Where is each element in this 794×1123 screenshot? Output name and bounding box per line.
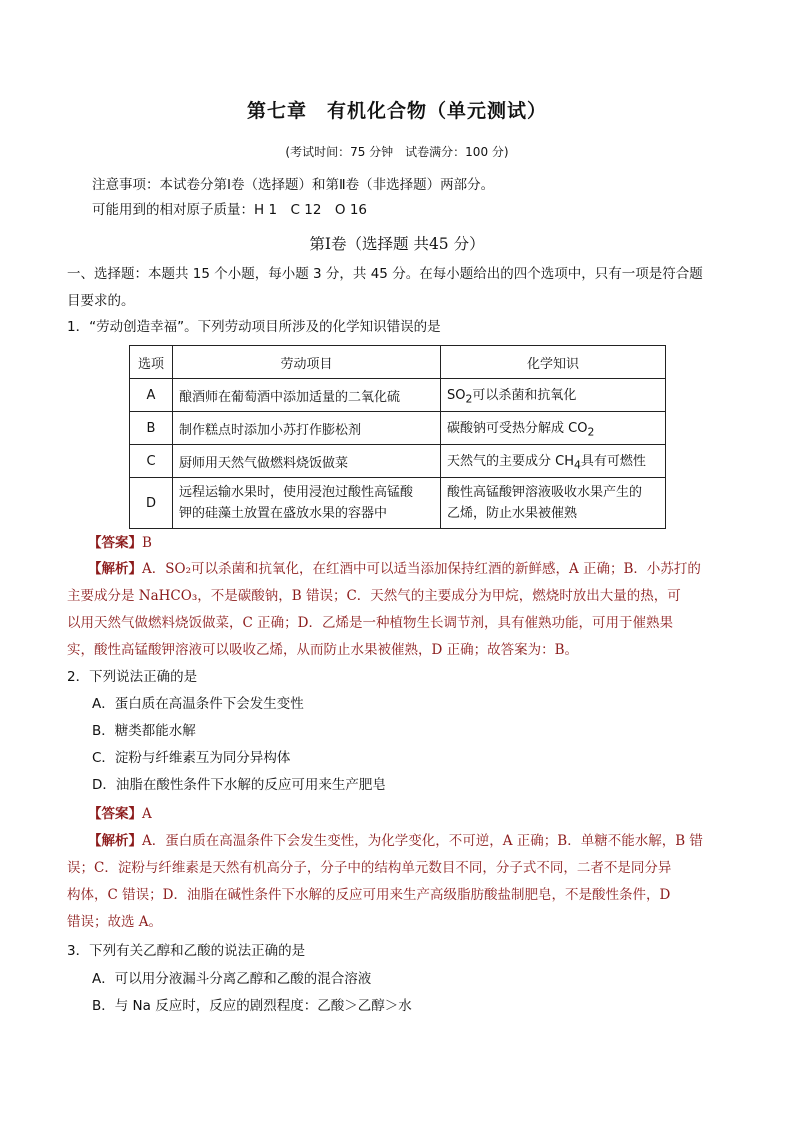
option-b: B．与 Na 反应时，反应的剧烈程度：乙酸＞乙醇＞水 <box>92 998 412 1014</box>
knowledge-cell <box>441 478 666 529</box>
option-a: A．蛋白质在高温条件下会发生变性 <box>92 696 304 712</box>
knowledge-text: 可以杀菌和抗氧化 <box>472 388 577 404</box>
table-header-cell: 选项 <box>130 346 173 379</box>
item-text: 钾的硅藻土放置在盛放水果的容器中 <box>179 506 388 521</box>
question-2-stem: 2．下列说法正确的是 <box>67 669 198 685</box>
item-cell <box>173 478 441 529</box>
subscript: 4 <box>574 458 581 472</box>
table-header-row <box>130 346 666 379</box>
item-text: 远程运输水果时，使用浸泡过酸性高锰酸 <box>179 485 414 500</box>
answer-value: A <box>142 806 152 822</box>
question-1-analysis <box>88 556 701 583</box>
question-2-options <box>92 691 386 799</box>
table-row <box>130 379 666 412</box>
table-row <box>130 445 666 478</box>
notes-line-1: 注意事项：本试卷分第Ⅰ卷（选择题）和第Ⅱ卷（非选择题）两部分。 <box>92 177 495 193</box>
knowledge-text: 乙烯，防止水果被催熟 <box>447 506 578 521</box>
section-title: 第Ⅰ卷（选择题 共45 分） <box>309 235 485 253</box>
question-2-analysis-cont <box>67 855 671 936</box>
analysis-line: 错误；故选 A。 <box>67 914 163 930</box>
subscript: 2 <box>587 425 595 439</box>
question-1-answer <box>88 534 152 552</box>
exam-info: (考试时间：75 分钟 试卷满分：100 分) <box>285 145 509 159</box>
option-cell: A <box>130 379 173 412</box>
table-row <box>130 478 666 529</box>
knowledge-cell <box>441 412 666 445</box>
item-cell: 厨师用天然气做燃料烧饭做菜 <box>173 445 441 478</box>
table-header-cell: 化学知识 <box>441 346 666 379</box>
instructions-line-2: 目要求的。 <box>67 293 135 309</box>
question-1-table <box>129 345 666 529</box>
option-c: C．淀粉与纤维素互为同分异构体 <box>92 750 291 766</box>
analysis-line: 误；C．淀粉与纤维素是天然有机高分子，分子中的结构单元数目不同，分子式不同，二者不是同分异 <box>67 860 672 876</box>
question-1-analysis-cont <box>67 583 681 664</box>
option-b: B．糖类都能水解 <box>92 723 196 739</box>
knowledge-text: 碳酸钠可受热分解成 CO <box>447 421 588 437</box>
answer-label: 【答案】 <box>88 535 142 551</box>
analysis-text: A．SO₂可以杀菌和抗氧化，在红酒中可以适当添加保持红酒的新鲜感，A 正确；B．小苏打的 <box>142 561 701 577</box>
question-2-answer <box>88 805 152 823</box>
option-cell: C <box>130 445 173 478</box>
knowledge-text: 酸性高锰酸钾溶液吸收水果产生的 <box>447 485 643 500</box>
table-header-cell: 劳动项目 <box>173 346 441 379</box>
table-row <box>130 412 666 445</box>
analysis-label: 【解析】 <box>88 561 142 577</box>
analysis-line: 以用天然气做燃料烧饭做菜，C 正确；D．乙烯是一种植物生长调节剂，具有催熟功能，可用于催熟果 <box>67 615 673 631</box>
knowledge-cell <box>441 445 666 478</box>
option-a: A．可以用分液漏斗分离乙醇和乙酸的混合溶液 <box>92 971 372 987</box>
analysis-line: 实，酸性高锰酸钾溶液可以吸收乙烯，从而防止水果被催熟，D 正确；故答案为：B。 <box>67 642 579 658</box>
answer-value: B <box>142 535 152 551</box>
option-d: D．油脂在酸性条件下水解的反应可用来生产肥皂 <box>92 777 386 793</box>
instructions-line-1: 一、选择题：本题共 15 个小题，每小题 3 分，共 45 分。在每小题给出的四个选项中，只有一项是符合题 <box>67 266 703 282</box>
notes-line-2: 可能用到的相对原子质量：H 1 C 12 O 16 <box>92 202 368 218</box>
page-title: 第七章 有机化合物（单元测试） <box>246 100 547 122</box>
item-cell: 制作糕点时添加小苏打作膨松剂 <box>173 412 441 445</box>
analysis-line: 主要成分是 NaHCO₃，不是碳酸钠，B 错误；C．天然气的主要成分为甲烷，燃烧时放出大量的热，可 <box>67 588 681 604</box>
knowledge-text: SO <box>447 388 466 404</box>
option-cell: D <box>130 478 173 529</box>
option-cell: B <box>130 412 173 445</box>
answer-label: 【答案】 <box>88 806 142 822</box>
question-3-stem: 3．下列有关乙醇和乙酸的说法正确的是 <box>67 943 306 959</box>
question-2-analysis <box>88 828 703 855</box>
knowledge-cell <box>441 379 666 412</box>
question-3-options <box>92 966 412 1020</box>
analysis-label: 【解析】 <box>88 833 142 849</box>
subscript: 2 <box>465 392 473 406</box>
knowledge-text: 天然气的主要成分 CH <box>447 454 574 470</box>
item-cell: 酿酒师在葡萄酒中添加适量的二氧化硫 <box>173 379 441 412</box>
question-1-stem: 1．“劳动创造幸福”。下列劳动项目所涉及的化学知识错误的是 <box>67 319 441 335</box>
analysis-line: 构体，C 错误；D．油脂在碱性条件下水解的反应可用来生产高级脂肪酸盐制肥皂，不是酸性条件，D <box>67 887 671 903</box>
analysis-line <box>88 556 701 583</box>
knowledge-text: 具有可燃性 <box>580 454 646 470</box>
analysis-line <box>88 828 703 855</box>
analysis-text: A．蛋白质在高温条件下会发生变性，为化学变化，不可逆，A 正确；B．单糖不能水解，B 错 <box>142 833 703 849</box>
